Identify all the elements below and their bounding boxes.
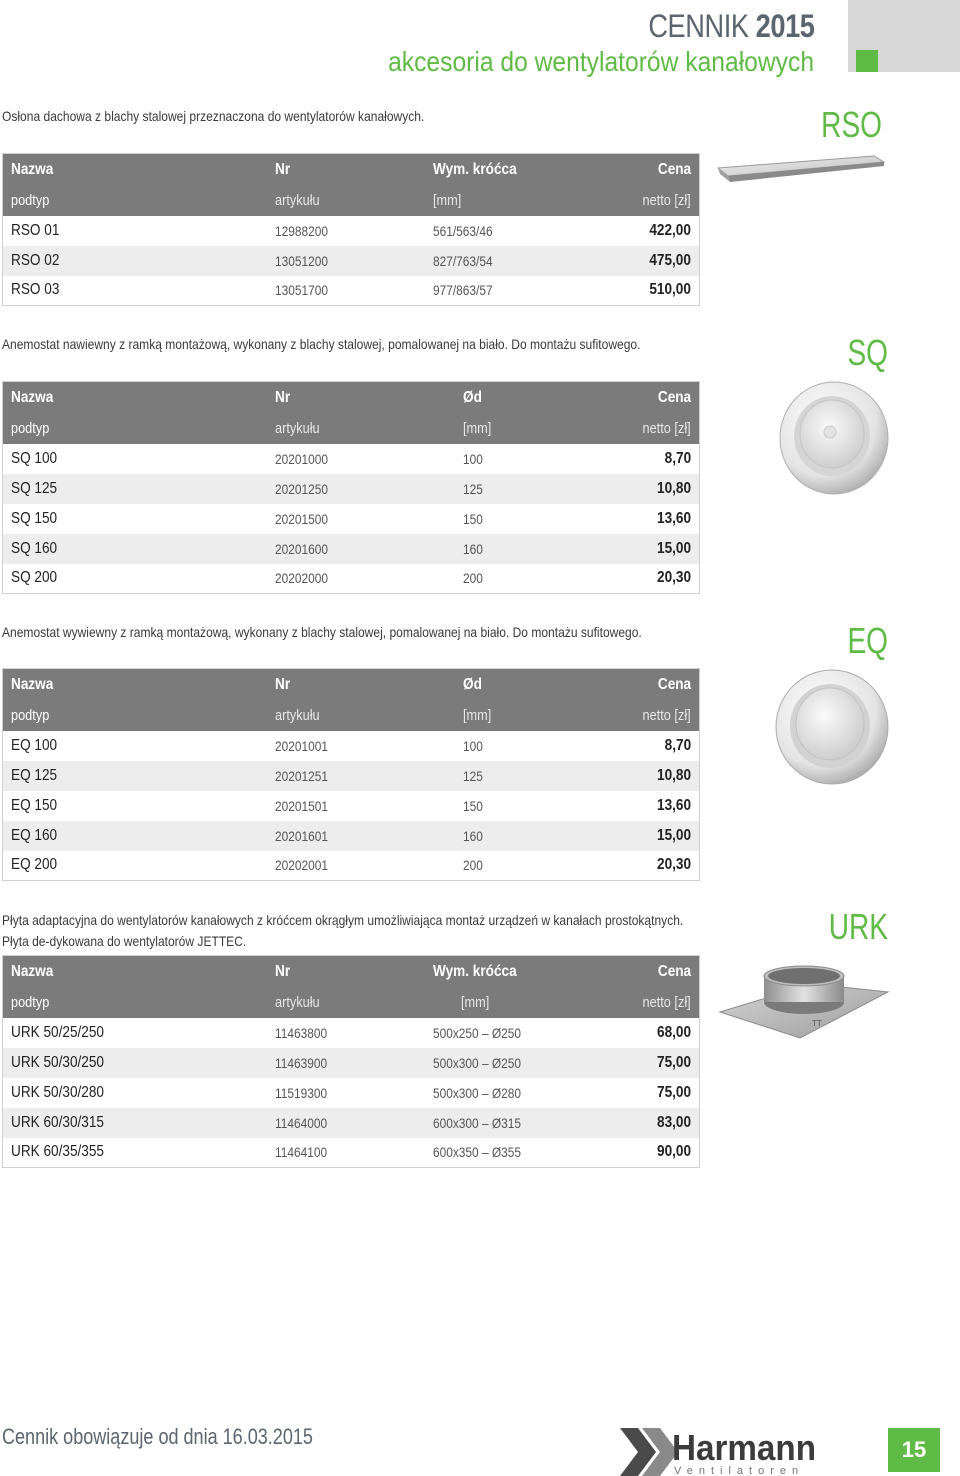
corner-green-square: [856, 50, 878, 72]
table-row: [3, 821, 700, 851]
urk-product-image: [716, 962, 892, 1046]
table-row: [3, 276, 700, 306]
table-row: [3, 474, 700, 504]
cell-price: 75,00: [656, 1053, 691, 1071]
page-title-year: 2015: [755, 8, 814, 44]
cell-article: 20202001: [274, 857, 328, 874]
brand-name: Harmann: [672, 1427, 816, 1468]
cell-price: 20,30: [656, 569, 691, 587]
cell-dim: 600x300 – Ø315: [432, 1114, 521, 1131]
rso-description: Osłona dachowa z blachy stalowej przeznaczona do wentylatorów kanałowych.: [2, 108, 425, 124]
cell-name: EQ 200: [11, 856, 58, 874]
cell-price: 475,00: [649, 251, 691, 269]
table-row: [3, 1138, 700, 1168]
cell-article: 20201500: [274, 510, 328, 527]
col-subheader: netto [zł]: [642, 192, 691, 209]
urk-description: Płyta adaptacyjna do wentylatorów kanałowych z króćcem okrągłym umożliwiająca montaż urządzeń w kanałach prostokątnych. Płyta de-dykowana do wentylatorów JETTEC.: [2, 912, 684, 949]
cell-name: EQ 125: [11, 766, 58, 784]
table-header-row: [3, 382, 700, 414]
cell-name: URK 60/35/355: [11, 1143, 104, 1161]
cell-price: 15,00: [656, 826, 691, 844]
cell-price: 13,60: [656, 509, 691, 527]
table-row: [3, 216, 700, 246]
col-header: Wym. króćca: [432, 962, 517, 980]
cell-article: 11463900: [274, 1054, 327, 1071]
table-row: [3, 246, 700, 276]
table-row: [3, 731, 700, 761]
table-row: [3, 761, 700, 791]
col-header: Ød: [462, 675, 482, 693]
cell-dim: 827/763/54: [432, 252, 493, 269]
cell-article: 20201501: [274, 797, 328, 814]
col-header: Nr: [274, 962, 290, 980]
col-subheader: podtyp: [11, 192, 50, 209]
cell-article: 20201601: [274, 827, 328, 844]
svg-text:TT: TT: [812, 1019, 822, 1028]
col-subheader: netto [zł]: [642, 994, 691, 1011]
cell-price: 13,60: [656, 796, 691, 814]
cell-dim: 160: [462, 540, 483, 557]
sq-description: Anemostat nawiewny z ramką montażową, wykonany z blachy stalowej, pomalowanej na biało. Do montażu sufitowego.: [2, 336, 641, 352]
table-header-row: [3, 154, 700, 186]
cell-dim: 150: [462, 797, 483, 814]
rso-product-image: [714, 150, 886, 198]
cell-name: SQ 150: [11, 509, 58, 527]
cell-price: 20,30: [656, 856, 691, 874]
col-header: Cena: [657, 675, 691, 693]
table-row: [3, 1078, 700, 1108]
cell-price: 68,00: [656, 1023, 691, 1041]
cell-dim: 500x300 – Ø250: [432, 1054, 521, 1071]
col-header: Nazwa: [11, 160, 54, 178]
cell-price: 10,80: [656, 766, 691, 784]
cell-name: SQ 100: [11, 449, 58, 467]
cell-name: SQ 160: [11, 539, 58, 557]
col-subheader: artykułu: [274, 192, 320, 209]
sq-product-image: [776, 380, 892, 496]
col-header: Cena: [657, 962, 691, 980]
col-subheader: [mm]: [462, 420, 491, 437]
cell-article: 11463800: [274, 1024, 327, 1041]
col-header: Nazwa: [11, 388, 54, 406]
rso-table: [2, 153, 700, 306]
table-subheader-row: [3, 186, 700, 216]
cell-article: 20201001: [274, 737, 328, 754]
col-subheader: netto [zł]: [642, 420, 691, 437]
cell-name: EQ 160: [11, 826, 58, 844]
cell-name: RSO 02: [11, 251, 60, 269]
col-header: Nazwa: [11, 962, 54, 980]
col-subheader: podtyp: [11, 420, 50, 437]
cell-article: 11519300: [274, 1084, 327, 1101]
table-header-row: [3, 669, 700, 701]
urk-code: URK: [828, 906, 888, 947]
cell-name: EQ 150: [11, 796, 58, 814]
cell-price: 83,00: [656, 1113, 691, 1131]
cell-dim: 200: [462, 570, 483, 587]
sq-code: SQ: [847, 332, 888, 373]
cell-article: 20201251: [274, 767, 328, 784]
col-header: Nazwa: [11, 675, 54, 693]
col-header: Cena: [657, 388, 691, 406]
cell-name: SQ 125: [11, 479, 58, 497]
page-subtitle: akcesoria do wentylatorów kanałowych: [388, 46, 814, 77]
table-row: [3, 791, 700, 821]
col-subheader: [mm]: [462, 707, 491, 724]
cell-dim: 600x350 – Ø355: [432, 1144, 521, 1161]
table-row: [3, 534, 700, 564]
eq-table: [2, 668, 700, 881]
corner-decoration: [848, 0, 960, 72]
table-subheader-row: [3, 701, 700, 731]
sq-table: [2, 381, 700, 594]
cell-name: RSO 01: [11, 221, 60, 239]
table-row: [3, 1108, 700, 1138]
col-subheader: podtyp: [11, 994, 50, 1011]
col-header: Wym. króćca: [432, 160, 517, 178]
col-subheader: [mm]: [432, 192, 461, 209]
table-subheader-row: [3, 414, 700, 444]
table-row: [3, 444, 700, 474]
price-list-validity: Cennik obowiązuje od dnia 16.03.2015: [2, 1424, 313, 1449]
cell-price: 8,70: [664, 736, 691, 754]
cell-price: 75,00: [656, 1083, 691, 1101]
cell-article: 11464000: [274, 1114, 327, 1131]
page-number: 15: [888, 1428, 940, 1472]
cell-dim: 100: [462, 737, 483, 754]
cell-price: 10,80: [656, 479, 691, 497]
cell-name: EQ 100: [11, 736, 58, 754]
cell-price: 15,00: [656, 539, 691, 557]
col-header: Cena: [657, 160, 691, 178]
eq-description: Anemostat wywiewny z ramką montażową, wykonany z blachy stalowej, pomalowanej na biało. Do montażu sufitowego.: [2, 624, 642, 640]
cell-dim: 500x300 – Ø280: [432, 1084, 521, 1101]
cell-dim: 977/863/57: [432, 282, 493, 299]
cell-dim: 160: [462, 827, 483, 844]
col-header: Nr: [274, 388, 290, 406]
cell-article: 13051700: [274, 282, 328, 299]
col-subheader: artykułu: [274, 994, 320, 1011]
cell-article: 20201000: [274, 450, 328, 467]
cell-dim: 150: [462, 510, 483, 527]
cell-dim: 200: [462, 857, 483, 874]
table-row: [3, 1048, 700, 1078]
cell-article: 12988200: [274, 222, 328, 239]
col-header: Ød: [462, 388, 482, 406]
cell-price: 8,70: [664, 449, 691, 467]
col-subheader: netto [zł]: [642, 707, 691, 724]
cell-name: URK 60/30/315: [11, 1113, 104, 1131]
col-subheader: artykułu: [274, 420, 320, 437]
cell-article: 13051200: [274, 252, 328, 269]
cell-name: SQ 200: [11, 569, 58, 587]
col-subheader: artykułu: [274, 707, 320, 724]
page-title-main: CENNIK: [647, 8, 749, 44]
col-subheader: podtyp: [11, 707, 50, 724]
table-row: [3, 504, 700, 534]
cell-dim: 100: [462, 450, 483, 467]
cell-price: 90,00: [656, 1143, 691, 1161]
cell-name: URK 50/30/280: [11, 1083, 104, 1101]
cell-article: 11464100: [274, 1144, 327, 1161]
col-subheader: [mm]: [460, 994, 489, 1011]
cell-price: 510,00: [649, 281, 691, 299]
table-subheader-row: [3, 988, 700, 1018]
cell-name: RSO 03: [11, 281, 60, 299]
rso-code: RSO: [821, 104, 882, 145]
cell-article: 20201250: [274, 480, 328, 497]
table-row: [3, 564, 700, 594]
cell-dim: 561/563/46: [432, 222, 493, 239]
table-row: [3, 851, 700, 881]
eq-code: EQ: [847, 620, 888, 661]
cell-dim: 500x250 – Ø250: [432, 1024, 521, 1041]
urk-table: [2, 955, 700, 1168]
table-row: [3, 1018, 700, 1048]
cell-dim: 125: [462, 767, 483, 784]
cell-article: 20202000: [274, 570, 328, 587]
table-header-row: [3, 956, 700, 988]
col-header: Nr: [274, 160, 290, 178]
col-header: Nr: [274, 675, 290, 693]
eq-product-image: [772, 668, 892, 786]
cell-dim: 125: [462, 480, 483, 497]
cell-name: URK 50/30/250: [11, 1053, 104, 1071]
brand-subname: Ventilatoren: [674, 1465, 805, 1476]
cell-name: URK 50/25/250: [11, 1023, 104, 1041]
cell-article: 20201600: [274, 540, 328, 557]
page-title: [648, 8, 814, 45]
harmann-logo: [620, 1424, 820, 1476]
cell-price: 422,00: [649, 221, 691, 239]
